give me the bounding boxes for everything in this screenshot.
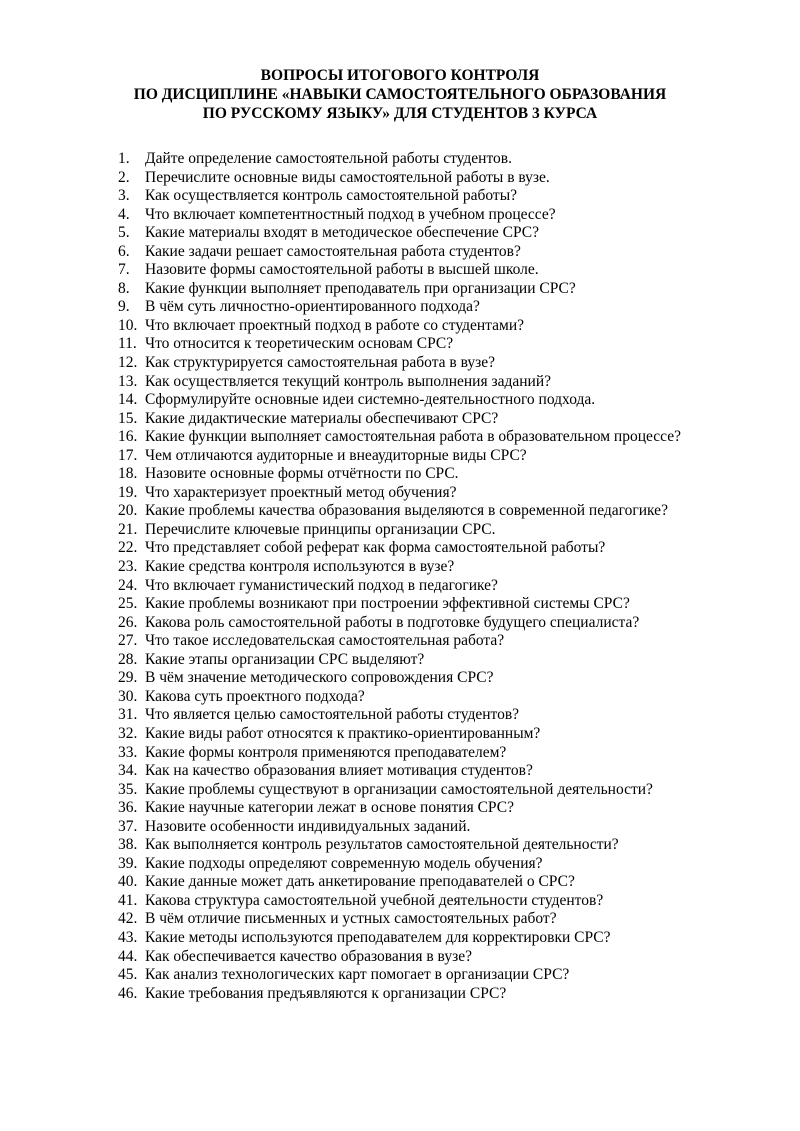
question-number: 16. <box>118 428 138 446</box>
question-number: 26. <box>118 613 138 631</box>
question-text: Что характеризует проектный метод обучения? <box>145 483 457 501</box>
question-number: 12. <box>118 354 138 372</box>
list-item <box>118 465 718 484</box>
question-text: Как структурируется самостоятельная работа в вузе? <box>145 354 496 372</box>
list-item <box>118 335 718 354</box>
question-text: Какова суть проектного подхода? <box>145 687 365 705</box>
question-number: 2. <box>118 168 130 186</box>
question-number: 32. <box>118 724 138 742</box>
questions-list <box>118 150 718 1003</box>
question-text: Что включает гуманистический подход в педагогике? <box>145 576 498 594</box>
list-item <box>118 428 718 447</box>
question-number: 46. <box>118 984 138 1002</box>
question-text: Как на качество образования влияет мотивация студентов? <box>145 762 533 780</box>
list-item <box>118 744 718 763</box>
list-item <box>118 632 718 651</box>
title-line-2: ПО ДИСЦИПЛИНЕ «НАВЫКИ САМОСТОЯТЕЛЬНОГО ОБРАЗОВАНИЯ <box>133 86 667 103</box>
list-item <box>118 651 718 670</box>
list-item <box>118 595 718 614</box>
list-item <box>118 577 718 596</box>
question-text: Какие проблемы возникают при построении эффективной системы СРС? <box>145 595 630 613</box>
question-text: Какие дидактические материалы обеспечивают СРС? <box>145 409 499 427</box>
question-number: 44. <box>118 947 138 965</box>
list-item <box>118 725 718 744</box>
list-item <box>118 985 718 1004</box>
question-text: В чём значение методического сопровождения СРС? <box>145 669 494 687</box>
list-item <box>118 669 718 688</box>
list-item <box>118 410 718 429</box>
title-line-3: ПО РУССКОМУ ЯЗЫКУ» ДЛЯ СТУДЕНТОВ 3 КУРСА <box>202 105 598 122</box>
question-text: Как обеспечивается качество образования в вузе? <box>145 947 472 965</box>
list-item <box>118 484 718 503</box>
question-number: 5. <box>118 224 130 242</box>
question-number: 37. <box>118 817 138 835</box>
list-item <box>118 948 718 967</box>
question-text: Какие проблемы качества образования выделяются в современной педагогике? <box>145 502 668 520</box>
question-text: В чём суть личностно-ориентированного подхода? <box>145 298 480 316</box>
list-item <box>118 280 718 299</box>
question-text: Какие формы контроля применяются преподавателем? <box>145 743 507 761</box>
question-number: 33. <box>118 743 138 761</box>
list-item <box>118 317 718 336</box>
question-number: 41. <box>118 891 138 909</box>
list-item <box>118 539 718 558</box>
question-text: Как осуществляется контроль самостоятельной работы? <box>145 187 517 205</box>
list-item <box>118 354 718 373</box>
list-item <box>118 614 718 633</box>
question-text: Какие функции выполняет самостоятельная работа в образовательном процессе? <box>145 428 681 446</box>
list-item <box>118 558 718 577</box>
question-text: Сформулируйте основные идеи системно-деятельностного подхода. <box>145 391 596 409</box>
list-item <box>118 298 718 317</box>
list-item <box>118 243 718 262</box>
question-number: 38. <box>118 836 138 854</box>
question-number: 34. <box>118 762 138 780</box>
question-text: Какие средства контроля используются в вузе? <box>145 558 455 576</box>
question-text: Какие функции выполняет преподаватель при организации СРС? <box>145 279 576 297</box>
question-text: Как осуществляется текущий контроль выполнения заданий? <box>145 372 551 390</box>
list-item <box>118 261 718 280</box>
question-number: 20. <box>118 502 138 520</box>
list-item <box>118 855 718 874</box>
question-text: Что представляет собой реферат как форма самостоятельной работы? <box>145 539 606 557</box>
list-item <box>118 706 718 725</box>
list-item <box>118 873 718 892</box>
question-text: Какие этапы организации СРС выделяют? <box>145 650 425 668</box>
question-number: 29. <box>118 669 138 687</box>
list-item <box>118 836 718 855</box>
list-item <box>118 187 718 206</box>
question-number: 17. <box>118 446 138 464</box>
question-number: 11. <box>118 335 137 353</box>
list-item <box>118 206 718 225</box>
question-number: 45. <box>118 966 138 984</box>
list-item <box>118 966 718 985</box>
question-number: 30. <box>118 687 138 705</box>
question-number: 35. <box>118 780 138 798</box>
question-number: 39. <box>118 854 138 872</box>
question-text: Какие требования предъявляются к организации СРС? <box>145 984 507 1002</box>
question-number: 25. <box>118 595 138 613</box>
list-item <box>118 910 718 929</box>
question-text: Какие научные категории лежат в основе понятия СРС? <box>145 799 514 817</box>
list-item <box>118 502 718 521</box>
list-item <box>118 929 718 948</box>
list-item <box>118 447 718 466</box>
question-text: Какие виды работ относятся к практико-ориентированным? <box>145 724 541 742</box>
question-text: Назовите формы самостоятельной работы в высшей школе. <box>145 261 539 279</box>
list-item <box>118 224 718 243</box>
question-number: 23. <box>118 558 138 576</box>
question-text: Чем отличаются аудиторные и внеаудиторные виды СРС? <box>145 446 527 464</box>
question-text: Назовите особенности индивидуальных заданий. <box>145 817 471 835</box>
question-number: 7. <box>118 261 130 279</box>
question-number: 21. <box>118 520 138 538</box>
question-number: 24. <box>118 576 138 594</box>
question-number: 1. <box>118 150 130 167</box>
question-number: 14. <box>118 391 138 409</box>
question-text: Какие методы используются преподавателем для корректировки СРС? <box>145 928 611 946</box>
list-item <box>118 762 718 781</box>
question-number: 43. <box>118 928 138 946</box>
question-number: 10. <box>118 316 138 334</box>
document-title <box>0 66 800 123</box>
title-line-1: ВОПРОСЫ ИТОГОВОГО КОНТРОЛЯ <box>260 67 540 84</box>
question-text: Перечислите ключевые принципы организации СРС. <box>145 520 496 538</box>
question-text: Какие проблемы существуют в организации самостоятельной деятельности? <box>145 780 653 798</box>
question-number: 40. <box>118 873 138 891</box>
question-text: Какова роль самостоятельной работы в подготовке будущего специалиста? <box>145 613 640 631</box>
list-item <box>118 781 718 800</box>
question-number: 19. <box>118 483 138 501</box>
list-item <box>118 169 718 188</box>
question-text: Назовите основные формы отчётности по СРС. <box>145 465 459 483</box>
question-text: Какие данные может дать анкетирование преподавателей о СРС? <box>145 873 575 891</box>
question-number: 15. <box>118 409 138 427</box>
question-text: Что является целью самостоятельной работы студентов? <box>145 706 520 724</box>
question-text: Что включает компетентностный подход в учебном процессе? <box>145 205 556 223</box>
question-text: Что такое исследовательская самостоятельная работа? <box>145 632 505 650</box>
question-text: Какие задачи решает самостоятельная работа студентов? <box>145 242 521 260</box>
question-text: Дайте определение самостоятельной работы студентов. <box>145 150 512 167</box>
list-item <box>118 799 718 818</box>
list-item <box>118 373 718 392</box>
list-item <box>118 892 718 911</box>
question-text: Что относится к теоретическим основам СРС? <box>145 335 454 353</box>
question-text: Как выполняется контроль результатов самостоятельной деятельности? <box>145 836 619 854</box>
question-text: Какие материалы входят в методическое обеспечение СРС? <box>145 224 540 242</box>
question-number: 9. <box>118 298 130 316</box>
question-text: Какова структура самостоятельной учебной деятельности студентов? <box>145 891 604 909</box>
question-number: 22. <box>118 539 138 557</box>
question-text: Что включает проектный подход в работе со студентами? <box>145 316 524 334</box>
question-number: 4. <box>118 205 130 223</box>
list-item <box>118 391 718 410</box>
question-number: 18. <box>118 465 138 483</box>
list-item <box>118 818 718 837</box>
question-number: 28. <box>118 650 138 668</box>
list-item <box>118 521 718 540</box>
question-number: 31. <box>118 706 138 724</box>
list-item <box>118 688 718 707</box>
question-number: 3. <box>118 187 130 205</box>
question-number: 42. <box>118 910 138 928</box>
question-number: 6. <box>118 242 130 260</box>
question-text: Как анализ технологических карт помогает в организации СРС? <box>145 966 570 984</box>
question-number: 27. <box>118 632 138 650</box>
question-number: 36. <box>118 799 138 817</box>
question-text: Перечислите основные виды самостоятельной работы в вузе. <box>145 168 550 186</box>
list-item <box>118 150 718 169</box>
question-number: 8. <box>118 279 130 297</box>
question-text: В чём отличие письменных и устных самостоятельных работ? <box>145 910 557 928</box>
question-text: Какие подходы определяют современную модель обучения? <box>145 854 543 872</box>
question-number: 13. <box>118 372 138 390</box>
